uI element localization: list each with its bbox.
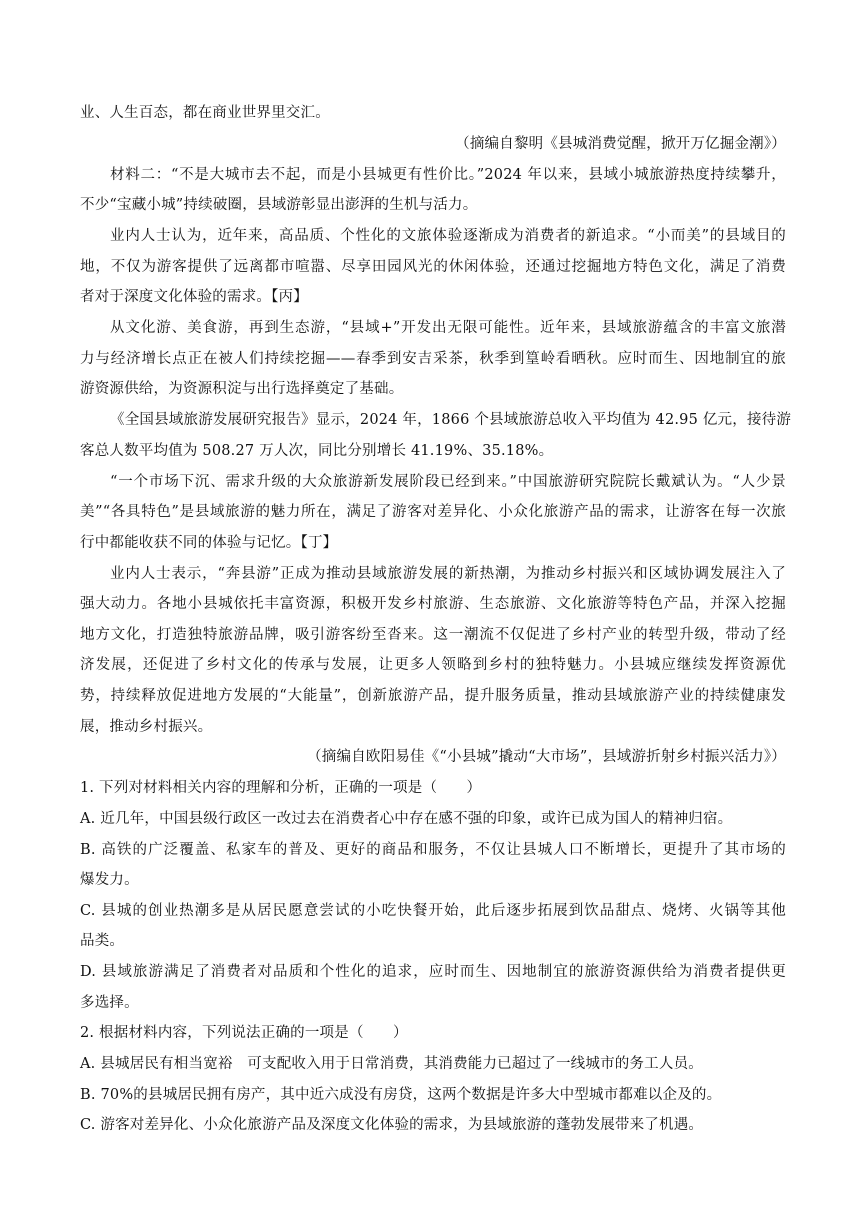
material2-p3-line: 从文化游、美食游，再到生态游，“县域+”开发出无限可能性。近年来，县域旅游蕴含的丰富文旅潜 [110, 320, 786, 336]
material2-p5-line: “一个市场下沉、需求升级的大众旅游新发展阶段已经到来。”中国旅游研究院院长戴斌认为。“人少景 [110, 474, 786, 490]
source1-citation: （摘编自黎明《县城消费觉醒，掀开万亿掘金潮》） [455, 136, 786, 152]
question2-option-c: C. 游客对差异化、小众化旅游产品及深度文化体验的需求，为县域旅游的蓬勃发展带来了机遇。 [80, 1117, 704, 1133]
question2-option-a: A. 县城居民有相当宽裕 可支配收入用于日常消费，其消费能力已超过了一线城市的务工人员。 [80, 1056, 703, 1072]
material2-p6-line: 势，持续释放促进地方发展的“大能量”，创新旅游产品，提升服务质量，推动县域旅游产业的持续健康发 [80, 688, 786, 704]
material2-p2-line: 地，不仅为游客提供了远离都市喧嚣、尽享田园风光的休闲体验，还通过挖掘地方特色文化，满足了消费 [80, 259, 786, 275]
material2-p6-line: 展，推动乡村振兴。 [80, 719, 213, 735]
material2-p3-line: 游资源供给，为资源积淀与出行选择奠定了基础。 [80, 381, 404, 397]
source2-citation: （摘编自欧阳易佳《“小县城”撬动“大市场”，县域游折射乡村振兴活力》） [307, 749, 786, 765]
question1-option-c-cont: 品类。 [80, 933, 125, 949]
material2-p2-line: 者对于深度文化体验的需求。【丙】 [80, 289, 308, 305]
material2-p5-line: 行中都能收获不同的体验与记忆。【丁】 [80, 535, 338, 551]
question1-option-b: B. 高铁的广泛覆盖、私家车的普及、更好的商品和服务，不仅让县城人口不断增长，更提升了其市场的 [80, 842, 786, 858]
material2-p6-line: 地方文化，打造独特旅游品牌，吸引游客纷至沓来。这一潮流不仅促进了乡村产业的转型升级，带动了经 [80, 627, 786, 643]
question1-stem: 1. 下列对材料相关内容的理解和分析，正确的一项是（ ） [80, 780, 482, 796]
material2-p1-line: 不少“宝藏小城”持续破圈，县域游彰显出澎湃的生机与活力。 [80, 197, 478, 213]
material2-p6-line: 济发展，还促进了乡村文化的传承与发展，让更多人领略到乡村的独特魅力。小县城应继续发挥资源优 [80, 657, 786, 673]
question2-option-b: B. 70%的县城居民拥有房产，其中近六成没有房贷，这两个数据是许多大中型城市都难以企及的。 [80, 1087, 722, 1103]
question2-stem: 2. 根据材料内容，下列说法正确的一项是（ ） [80, 1025, 408, 1041]
question1-option-c: C. 县城的创业热潮多是从居民愿意尝试的小吃快餐开始，此后逐步拓展到饮品甜点、烧烤、火锅等其他 [80, 903, 786, 919]
material1-tail: 业、人生百态，都在商业世界里交汇。 [80, 105, 330, 121]
question1-option-d-cont: 多选择。 [80, 995, 139, 1011]
material2-p6-line: 强大动力。各地小县城依托丰富资源，积极开发乡村旅游、生态旅游、文化旅游等特色产品，并深入挖掘 [80, 596, 786, 612]
material2-p6-line: 业内人士表示，“奔县游”正成为推动县域旅游发展的新热潮，为推动乡村振兴和区域协调发展注入了 [110, 566, 786, 582]
material2-p1-line: 材料二：“不是大城市去不起，而是小县城更有性价比。”2024 年以来，县域小城旅游热度持续攀升， [110, 167, 786, 183]
question1-option-a: A. 近几年，中国县级行政区一改过去在消费者心中存在感不强的印象，或许已成为国人的精神归宿。 [80, 811, 733, 827]
material2-p3-line: 力与经济增长点正在被人们持续挖掘——春季到安吉采茶，秋季到篁岭看晒秋。应时而生、因地制宜的旅 [80, 351, 786, 367]
question1-option-d: D. 县域旅游满足了消费者对品质和个性化的追求，应时而生、因地制宜的旅游资源供给为消费者提供更 [80, 964, 786, 980]
material2-p4-line: 客总人数平均值为 508.27 万人次，同比分别增长 41.19%、35.18%。 [80, 443, 554, 459]
material2-p4-line: 《全国县域旅游发展研究报告》显示，2024 年，1866 个县域旅游总收入平均值为 42.95 亿元，接待游 [110, 412, 792, 428]
material2-p2-line: 业内人士认为，近年来，高品质、个性化的文旅体验逐渐成为消费者的新追求。“小而美”的县域目的 [110, 228, 786, 244]
material2-p5-line: 美”“各具特色”是县域旅游的魅力所在，满足了游客对差异化、小众化旅游产品的需求，让游客在每一次旅 [80, 504, 786, 520]
question1-option-b-cont: 爆发力。 [80, 872, 139, 888]
